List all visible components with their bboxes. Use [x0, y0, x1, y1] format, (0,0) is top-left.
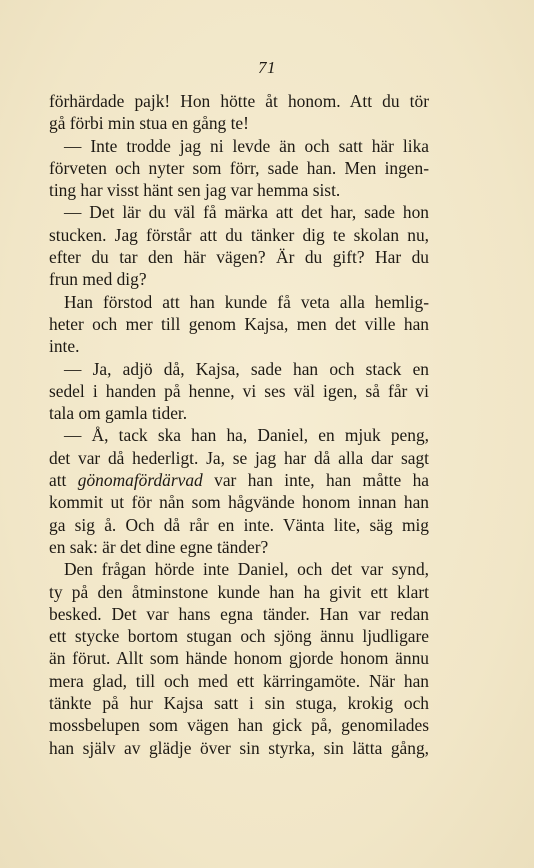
- text-line: förveten och nyter som förr, sade han. Men ingen-: [49, 157, 429, 178]
- text-line: ty på den åtminstone kunde han ha givit ett klart: [49, 581, 429, 602]
- text-line: efter du tar den här vägen? Är du gift? Har du: [49, 247, 429, 268]
- text-line: — Å, tack ska han ha, Daniel, en mjuk peng,: [64, 425, 429, 446]
- text-line: ting har visst hänt sen jag var hemma sist.: [49, 180, 341, 201]
- text-line: ett stycke bortom stugan och sjöng ännu ljudligare: [49, 626, 429, 647]
- text-line: kommit ut för nån som hågvände honom innan han: [49, 492, 429, 513]
- text-line: än förut. Allt som hände honom gjorde honom ännu: [49, 648, 429, 669]
- text-line: mossbelupen som vägen han gick på, genomilades: [49, 715, 429, 736]
- text-line: förhärdade pajk! Hon hötte åt honom. Att du tör: [49, 91, 429, 111]
- text-line: Den frågan hörde inte Daniel, och det var synd,: [64, 559, 429, 580]
- text-line: — Inte trodde jag ni levde än och satt här lika: [64, 135, 429, 156]
- text-line: det var då hederligt. Ja, se jag har då alla dar sagt: [49, 447, 429, 468]
- text-line: stucken. Jag förstår att du tänker dig te skolan nu,: [49, 224, 429, 245]
- text-line: frun med dig?: [49, 269, 147, 290]
- text-line: en sak: är det dine egne tänder?: [49, 536, 269, 557]
- italic-word: gönomafördärvad: [77, 470, 203, 491]
- text-line: besked. Det var hans egna tänder. Han var redan: [49, 603, 429, 624]
- text-line: — Det lär du väl få märka att det har, sade hon: [64, 202, 429, 223]
- body-text: [49, 90, 429, 759]
- text-line: gå förbi min stua en gång te!: [49, 113, 249, 134]
- text-line: han själv av glädje över sin styrka, sin lätta gång,: [49, 737, 429, 758]
- text-line: inte.: [49, 336, 80, 357]
- text-line: Han förstod att han kunde få veta alla hemlig-: [64, 291, 429, 312]
- text-line: — Ja, adjö då, Kajsa, sade han och stack en: [64, 358, 429, 379]
- text-line: heter och mer till genom Kajsa, men det ville han: [49, 313, 429, 334]
- text-line: tala om gamla tider.: [49, 403, 188, 424]
- text-line: att gönomafördärvad var han inte, han måtte ha: [49, 470, 429, 491]
- text-line: ga sig å. Och då rår en inte. Vänta lite, säg mig: [49, 514, 429, 535]
- text-line: tänkte på hur Kajsa satt i sin stuga, krokig och: [49, 693, 429, 714]
- text-line: sedel i handen på henne, vi ses väl igen, så får vi: [49, 380, 429, 401]
- text-line: mera glad, till och med ett kärringamöte. När han: [49, 670, 429, 691]
- page-number: 71: [258, 58, 276, 77]
